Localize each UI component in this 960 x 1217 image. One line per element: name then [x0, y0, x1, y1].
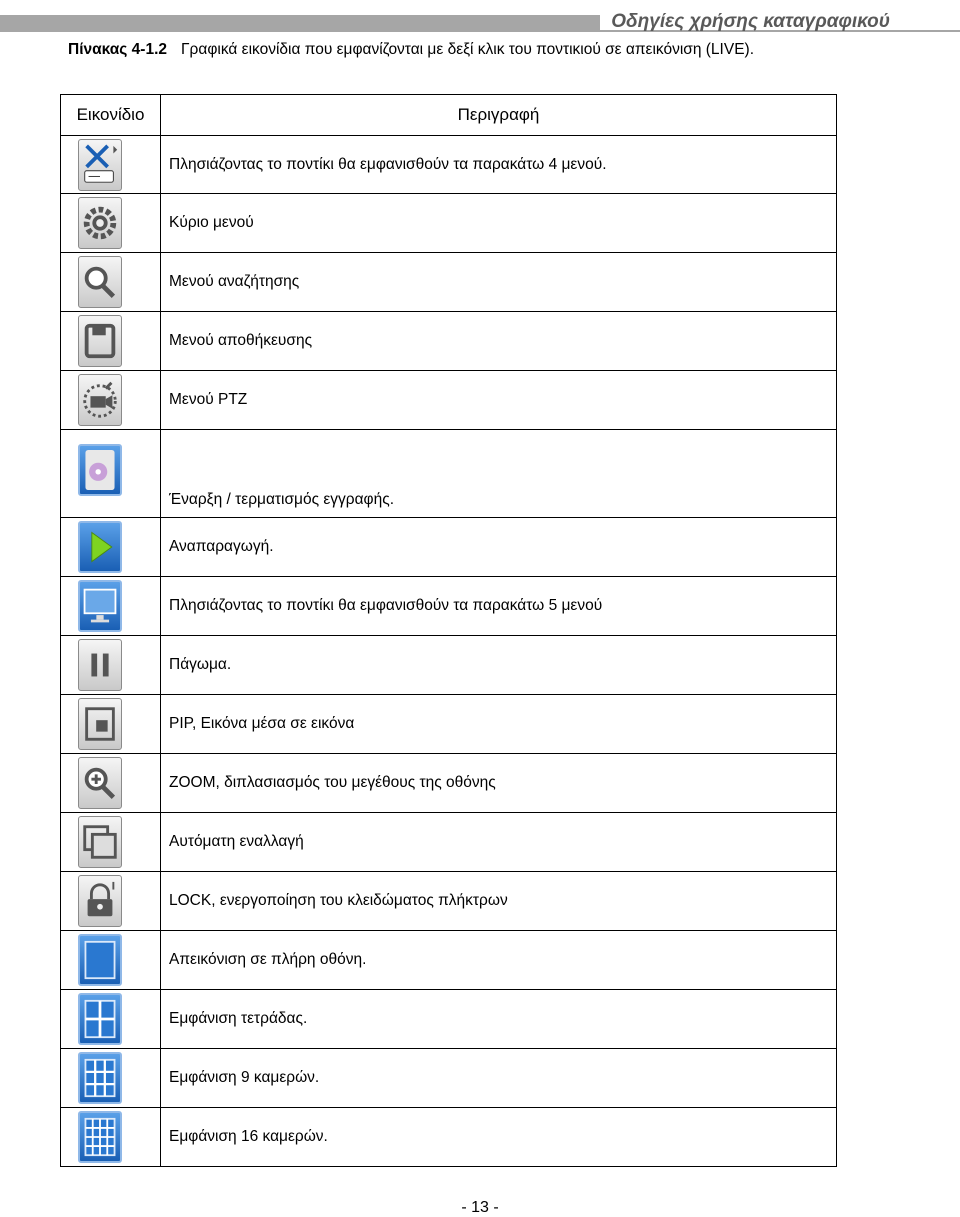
icon-cell	[61, 136, 161, 194]
description-cell: LOCK, ενεργοποίηση του κλειδώματος πλήκτρων	[161, 872, 837, 931]
pip-icon	[78, 698, 122, 750]
zoom-in-icon	[78, 757, 122, 809]
icon-table	[60, 94, 837, 1167]
table-caption	[68, 41, 754, 59]
quad-view-icon	[78, 993, 122, 1045]
description-cell: Έναρξη / τερματισμός εγγραφής.	[161, 430, 837, 518]
description-cell: Αναπαραγωγή.	[161, 518, 837, 577]
description-cell: Πλησιάζοντας το ποντίκι θα εμφανισθούν τα παρακάτω 4 μενού.	[161, 136, 837, 194]
icon-cell	[61, 194, 161, 253]
nine-view-icon	[78, 1052, 122, 1104]
header-tab	[600, 11, 960, 32]
col-icon-header: Εικονίδιο	[61, 95, 161, 136]
table-row	[61, 194, 837, 253]
description-cell: Αυτόματη εναλλαγή	[161, 813, 837, 872]
page-number: - 13 -	[461, 1199, 499, 1216]
record-disc-icon	[78, 444, 122, 496]
save-icon	[78, 315, 122, 367]
search-icon	[78, 256, 122, 308]
description-cell: Εμφάνιση 9 καμερών.	[161, 1049, 837, 1108]
description-cell: Μενού αποθήκευσης	[161, 312, 837, 371]
icon-cell	[61, 754, 161, 813]
table-row	[61, 872, 837, 931]
icon-cell	[61, 636, 161, 695]
table-row	[61, 695, 837, 754]
table-row	[61, 577, 837, 636]
table-row	[61, 136, 837, 194]
sixteen-view-icon	[78, 1111, 122, 1163]
description-cell: Μενού PTZ	[161, 371, 837, 430]
pause-icon	[78, 639, 122, 691]
icon-cell	[61, 872, 161, 931]
description-cell: Μενού αναζήτησης	[161, 253, 837, 312]
tools-icon	[78, 139, 122, 191]
description-cell: PIP, Εικόνα μέσα σε εικόνα	[161, 695, 837, 754]
icon-cell	[61, 253, 161, 312]
table-row	[61, 636, 837, 695]
header-title: Οδηγίες χρήσης καταγραφικού	[611, 11, 890, 32]
caption-text: Γραφικά εικονίδια που εμφανίζονται με δεξί κλικ του ποντικιού σε απεικόνιση (LIVE).	[181, 41, 755, 58]
description-cell: Εμφάνιση 16 καμερών.	[161, 1108, 837, 1167]
header-bar	[0, 11, 960, 32]
ptz-camera-icon	[78, 374, 122, 426]
table-row	[61, 990, 837, 1049]
table-row	[61, 312, 837, 371]
table-row	[61, 1049, 837, 1108]
col-desc-header: Περιγραφή	[161, 95, 837, 136]
icon-cell	[61, 371, 161, 430]
play-icon	[78, 521, 122, 573]
table-row	[61, 430, 837, 518]
icon-cell	[61, 518, 161, 577]
description-cell: Εμφάνιση τετράδας.	[161, 990, 837, 1049]
icon-cell	[61, 1049, 161, 1108]
caption-label: Πίνακας 4-1.2	[68, 41, 168, 58]
icon-cell	[61, 430, 161, 518]
table-header-row	[61, 95, 837, 136]
icon-cell	[61, 1108, 161, 1167]
description-cell: Απεικόνιση σε πλήρη οθόνη.	[161, 931, 837, 990]
table-row	[61, 253, 837, 312]
icon-cell	[61, 813, 161, 872]
description-cell: ZOOM, διπλασιασμός του μεγέθους της οθόνης	[161, 754, 837, 813]
gear-icon	[78, 197, 122, 249]
description-cell: Πάγωμα.	[161, 636, 837, 695]
icon-cell	[61, 312, 161, 371]
table-row	[61, 754, 837, 813]
monitor-icon	[78, 580, 122, 632]
table-row	[61, 518, 837, 577]
table-row	[61, 813, 837, 872]
lock-icon	[78, 875, 122, 927]
icon-cell	[61, 695, 161, 754]
fullscreen-icon	[78, 934, 122, 986]
table-row	[61, 931, 837, 990]
icon-cell	[61, 990, 161, 1049]
description-cell: Πλησιάζοντας το ποντίκι θα εμφανισθούν τα παρακάτω 5 μενού	[161, 577, 837, 636]
auto-switch-icon	[78, 816, 122, 868]
icon-cell	[61, 577, 161, 636]
description-cell: Κύριο μενού	[161, 194, 837, 253]
icon-cell	[61, 931, 161, 990]
table-row	[61, 1108, 837, 1167]
table-row	[61, 371, 837, 430]
